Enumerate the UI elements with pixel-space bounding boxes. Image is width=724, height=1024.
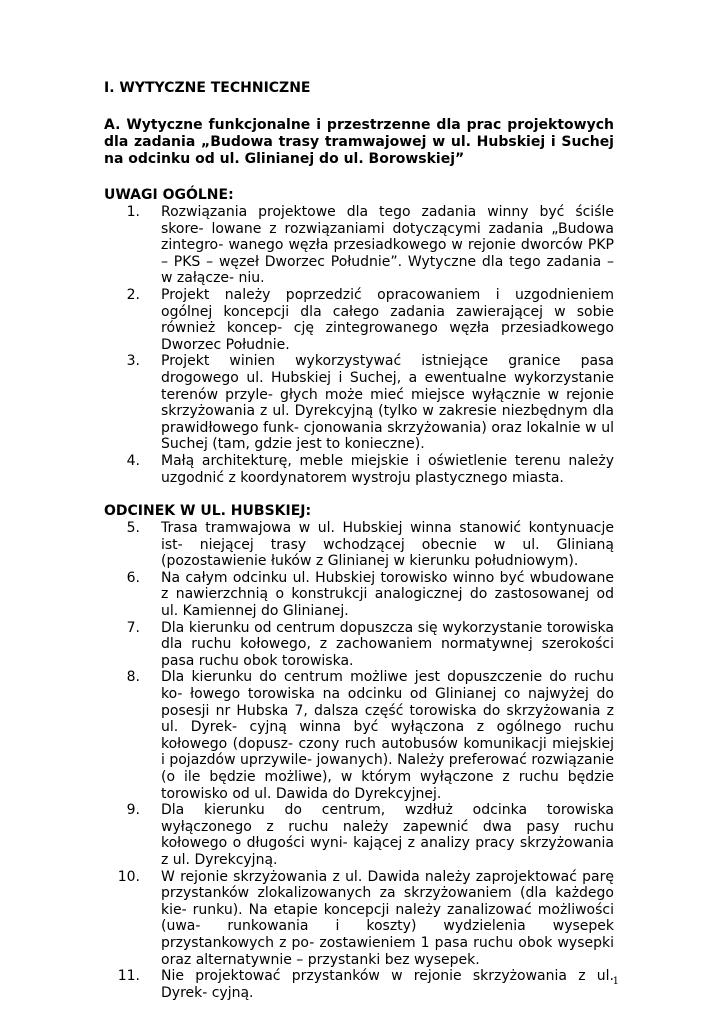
item-text: Dla kierunku do centrum, wzdłuż odcinka torowiska wyłączonego z ruchu należy zapewnić dwa pasy ruchu kołowego o długości wyni- kającej z analizy pracy skrzyżowania z ul. Dyrekcyjną.: [161, 802, 614, 868]
item-text: Rozwiązania projektowe dla tego zadania winny być ściśle skore- lowane z rozwiązaniami dotyczącymi zadania „Budowa zintegro- wanego węzła przesiadkowego w rejonie dworców PKP – PKS – węzeł Dworzec Południe”. Wytyczne dla tego zadania – w załącze- niu.: [161, 204, 614, 287]
item-text: Dla kierunku do centrum możliwe jest dopuszczenie do ruchu ko- łowego torowiska na odcinku od Glinianej co najwyżej do posesji nr Hubska 7, dalsza część torowiska do skrzyżowania z ul. Dyrek- cyjną winna być wyłączona z ogólnego ruchu kołowego (dopusz- czony ruch autobusów komunikacji miejskiej i pojazdów uprzywile- jowanych). Należy preferować rozwiązanie (o ile będzie możliwe), w którym wyłączone z ruchu będzie torowisko od ul. Dawida do Dyrekcyjnej.: [161, 669, 614, 802]
section-subheading: A. Wytyczne funkcjonalne i przestrzenne dla prac projektowych dla zadania „Budowa trasy tramwajowej w ul. Hubskiej i Suchej na odcinku od ul. Glinianej do ul. Borowskiej”: [104, 117, 614, 167]
list-item: [104, 570, 614, 620]
item-number: 9.: [126, 802, 140, 819]
hubska-section-list: [104, 520, 614, 1001]
list-item: [104, 520, 614, 570]
item-number: 6.: [126, 569, 140, 586]
list-item: [104, 287, 614, 353]
list-item: [104, 968, 614, 1001]
list-item: [104, 453, 614, 486]
item-text: Nie projektować przystanków w rejonie skrzyżowania z ul. Dyrek- cyjną.: [161, 968, 614, 1001]
general-remarks-list: [104, 204, 614, 486]
page-heading: I. WYTYCZNE TECHNICZNE: [104, 80, 311, 96]
item-text: Dla kierunku od centrum dopuszcza się wykorzystanie torowiska dla ruchu kołowego, z zachowaniem normatywnej szerokości pasa ruchu obok torowiska.: [161, 619, 614, 669]
section-title-hubska: ODCINEK W UL. HUBSKIEJ:: [104, 503, 312, 520]
list-item: [104, 353, 614, 453]
list-item: [104, 869, 614, 969]
list-item: [104, 620, 614, 670]
list-item: [104, 204, 614, 287]
item-text: Trasa tramwajowa w ul. Hubskiej winna stanowić kontynuacje ist- niejącej trasy wchodzącej obecnie w ul. Glinianą (pozostawienie łuków z Glinianej w kierunku południowym).: [161, 520, 614, 570]
list-item: [104, 669, 614, 802]
item-text: Małą architekturę, meble miejskie i oświetlenie terenu należy uzgodnić z koordynatorem wystroju plastycznego miasta.: [161, 452, 614, 486]
section-title-general: UWAGI OGÓLNE:: [104, 187, 234, 203]
item-text: Na całym odcinku ul. Hubskiej torowisko winno być wbudowane z nawierzchnią o konstrukcji analogicznej do zastosowanej od ul. Kamiennej do Glinianej.: [161, 569, 614, 620]
item-number: 4.: [126, 452, 140, 469]
item-text: W rejonie skrzyżowania z ul. Dawida należy zaprojektować parę przystanków zlokalizowanych za skrzyżowaniem (dla każdego kie- runku). Na etapie koncepcji należy zanalizować możliwości (uwa- runkowania i koszty) wydzielenia wysepek przystankowych z po- zostawieniem 1 pasa ruchu obok wysepki oraz alternatywnie – przystanki bez wysepek.: [161, 868, 614, 968]
item-number: 3.: [126, 353, 140, 370]
item-number: 8.: [126, 669, 140, 686]
item-text: Projekt należy poprzedzić opracowaniem i uzgodnieniem ogólnej koncepcji dla całego zadania zawierającej w sobie również koncep- cję zintegrowanego węzła przesiadkowego Dworzec Południe.: [161, 286, 614, 353]
item-number: 5.: [126, 520, 140, 537]
item-number: 2.: [126, 286, 140, 303]
list-item: [104, 802, 614, 868]
item-number: 1.: [126, 204, 140, 220]
page-number: 1: [612, 976, 619, 987]
item-number: 11.: [117, 968, 140, 985]
item-number: 10.: [117, 868, 140, 885]
item-number: 7.: [126, 619, 140, 636]
item-text: Projekt winien wykorzystywać istniejące granice pasa drogowego ul. Hubskiej i Suchej, a ewentualne wykorzystanie terenów przyle- głych może mieć miejsce wyłącznie w rejonie skrzyżowania z ul. Dyrekcyjną (tylko w zakresie niezbędnym dla prawidłowego funk- cjonowania skrzyżowania) oraz lokalnie w ul Suchej (tam, gdzie jest to konieczne).: [161, 353, 614, 453]
document-body: [104, 80, 614, 1018]
